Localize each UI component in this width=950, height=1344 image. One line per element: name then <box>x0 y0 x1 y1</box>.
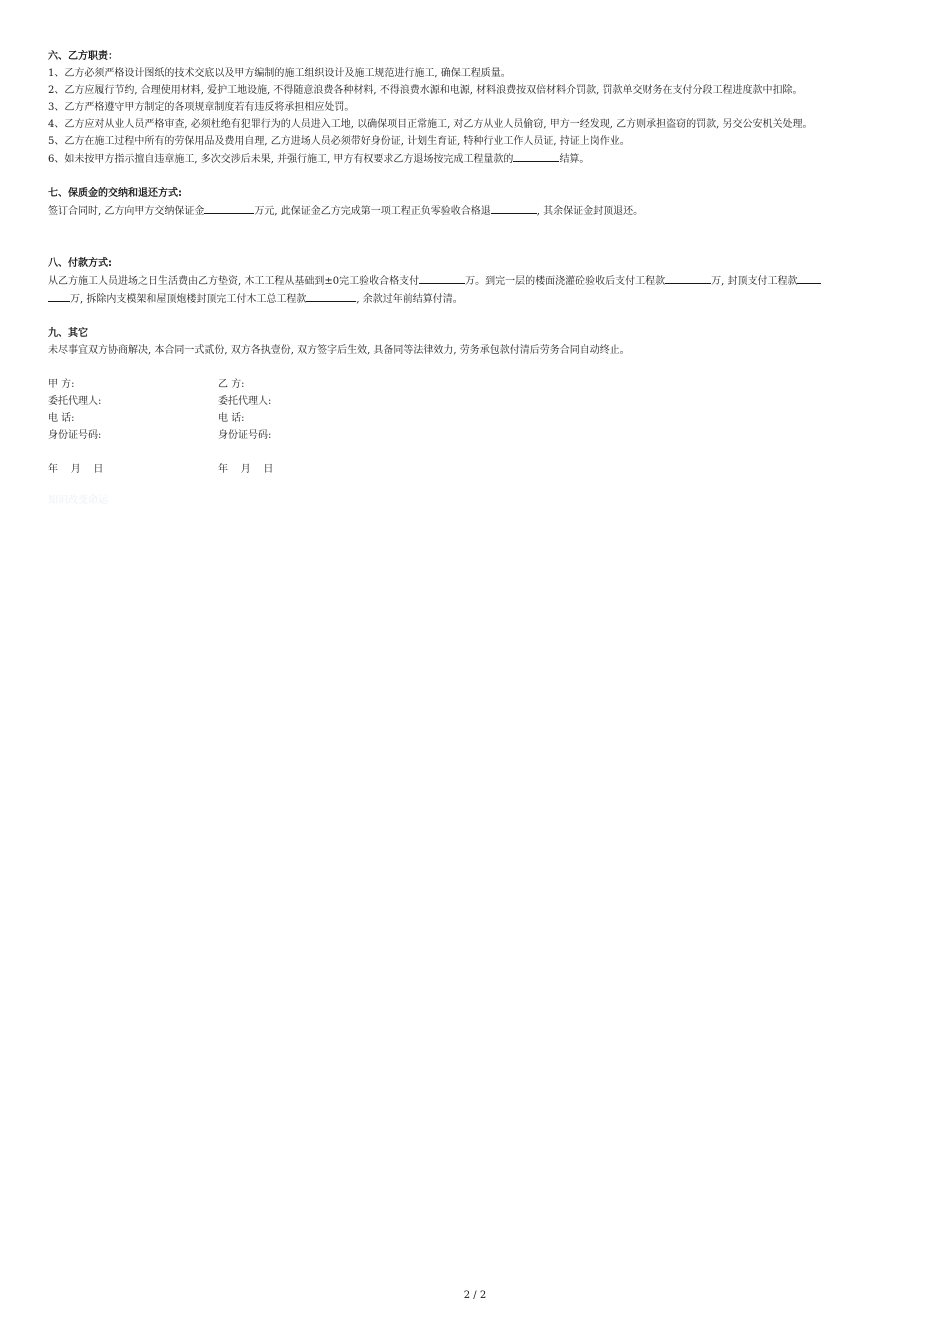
section-9-title: 九、其它 <box>48 328 88 339</box>
party-b-date: 年 月 日 <box>218 464 274 475</box>
section-6-title: 六、乙方职责： <box>48 51 118 62</box>
party-a-date: 年 月 日 <box>48 464 104 475</box>
blank-line <box>419 272 465 284</box>
party-b-agent-label: 委托代理人: <box>218 396 272 407</box>
party-a-id-label: 身份证号码: <box>48 430 102 441</box>
blank-line <box>491 202 537 214</box>
party-b-phone-label: 电 话: <box>218 413 245 424</box>
document-body <box>48 48 908 509</box>
party-a-agent-label: 委托代理人: <box>48 396 102 407</box>
page-number: 2 / 2 <box>463 1290 487 1301</box>
watermark-text: 知识改变命运 <box>48 495 108 506</box>
party-b-label: 乙 方: <box>218 379 245 390</box>
blank-line <box>306 290 356 302</box>
party-b-id-label: 身份证号码: <box>218 430 272 441</box>
section-8-text: 从乙方施工人员进场之日生活费由乙方垫资, 木工工程从基础到±0完工验收合格支付 万。到完一层的楼面浇灌砼验收后支付工程款 万, 封顶支付工程款 万, 拆除内支模架和屋顶炮楼封顶完工付木工总工程款 , 余款过年前结算付清。 <box>48 272 908 308</box>
section-8-title: 八、付款方式: <box>48 258 112 269</box>
blank-line <box>48 290 70 302</box>
section-6-item-4: 4、乙方应对从业人员严格审查, 必须杜绝有犯罪行为的人员进入工地, 以确保项目正常施工, 对乙方从业人员偷窃, 甲方一经发现, 乙方则承担盗窃的罚款, 另交公安机关处理。 <box>48 119 813 130</box>
section-9-text: 未尽事宜双方协商解决, 本合同一式贰份, 双方各执壹份, 双方签字后生效, 具备同等法律效力, 劳务承包款付清后劳务合同自动终止。 <box>48 345 630 356</box>
section-6-item-6: 6、如未按甲方指示擅自违章施工, 多次交涉后未果, 并强行施工, 甲方有权要求乙方退场按完成工程量款的 结算。 <box>48 150 908 168</box>
section-6-item-1: 1、乙方必须严格设计图纸的技术交底以及甲方编制的施工组织设计及施工规范进行施工, 确保工程质量。 <box>48 68 511 79</box>
section-7-title: 七、保质金的交纳和退还方式: <box>48 188 182 199</box>
party-a-phone-label: 电 话: <box>48 413 75 424</box>
section-6-item-2: 2、乙方应履行节约, 合理使用材料, 爱护工地设施, 不得随意浪费各种材料, 不得浪费水源和电源, 材料浪费按双倍材料介罚款, 罚款单交财务在支付分段工程进度款中扣除。 <box>48 85 803 96</box>
blank-line <box>665 272 711 284</box>
blank-line <box>513 150 559 162</box>
blank-line <box>797 272 821 284</box>
section-6-item-3: 3、乙方严格遵守甲方制定的各项规章制度若有违反将承担相应处罚。 <box>48 102 355 113</box>
party-a-label: 甲 方: <box>48 379 75 390</box>
section-7-text: 签订合同时, 乙方向甲方交纳保证金 万元, 此保证金乙方完成第一项工程正负零验收合格退 , 其余保证金封顶退还。 <box>48 202 908 220</box>
signature-block <box>48 376 908 478</box>
section-6-item-5: 5、乙方在施工过程中所有的劳保用品及费用自理, 乙方进场人员必须带好身份证, 计划生育证, 特种行业工作人员证, 持证上岗作业。 <box>48 136 630 147</box>
blank-line <box>204 202 254 214</box>
